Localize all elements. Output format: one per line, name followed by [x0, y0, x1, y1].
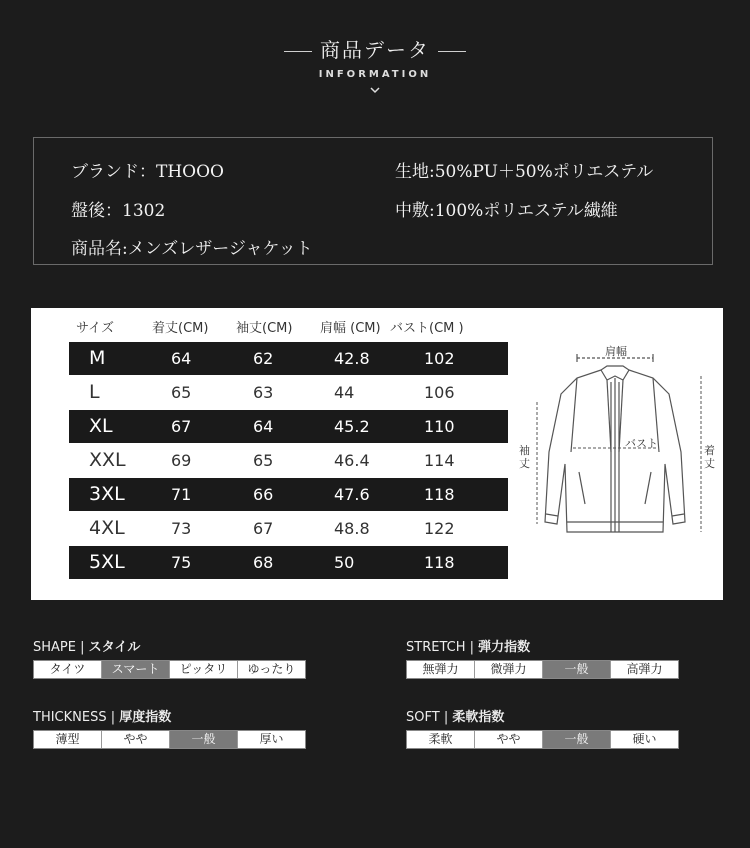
shape-scale [33, 660, 306, 679]
size-cell: XL [89, 415, 113, 437]
stretch-label-jp: 弾力指数 [478, 640, 531, 655]
shoulder-cell: 47.6 [334, 485, 370, 504]
shoulder-label: 肩幅 [605, 345, 627, 358]
brand-text: ブランド：THOOO [71, 162, 224, 182]
jacket-measurement-diagram [515, 332, 715, 562]
size-cell: M [89, 347, 106, 369]
size-cell: XXL [89, 449, 126, 471]
length-cell: 65 [171, 383, 192, 402]
sleeve-cell: 63 [253, 383, 274, 402]
stretch-attribute: STRETCH | 弾力指数 無弾力 微弾力 一般 高弾力 [406, 636, 530, 655]
product-info-box [33, 137, 713, 265]
bust-cell: 118 [424, 553, 455, 572]
thickness-label-jp: 厚度指数 [119, 710, 172, 725]
shoulder-cell: 44 [334, 383, 355, 402]
bust-cell: 102 [424, 349, 455, 368]
shoulder-cell: 48.8 [334, 519, 370, 538]
size-cell: L [89, 381, 100, 403]
table-row [69, 342, 508, 375]
length-cell: 64 [171, 349, 192, 368]
soft-attribute: SOFT | 柔軟指数 柔軟 やや 一般 硬い [406, 706, 504, 725]
soft-option: 硬い [611, 731, 678, 748]
soft-option-selected: 一般 [543, 731, 611, 748]
sleeve-cell: 64 [253, 417, 274, 436]
soft-label-jp: 柔軟指数 [452, 710, 505, 725]
header-size: サイズ [76, 321, 114, 336]
stretch-option: 微弾力 [475, 661, 543, 678]
bust-cell: 122 [424, 519, 455, 538]
shoulder-cell: 42.8 [334, 349, 370, 368]
size-cell: 5XL [89, 551, 125, 573]
header-bust: バスト(CM ) [390, 321, 464, 336]
bust-cell: 106 [424, 383, 455, 402]
lining-text: 中敷:100%ポリエステル繊維 [395, 201, 618, 221]
section-subtitle: INFORMATION [318, 69, 432, 80]
thickness-option: 薄型 [34, 731, 102, 748]
table-row [69, 376, 508, 409]
thickness-option: やや [102, 731, 170, 748]
title-dash-right [438, 51, 466, 52]
length-cell: 67 [171, 417, 192, 436]
header-shoulder: 肩幅 (CM) [320, 321, 381, 336]
size-cell: 3XL [89, 483, 125, 505]
title-dash-left [284, 51, 312, 52]
table-row [69, 512, 508, 545]
thickness-scale [33, 730, 306, 749]
bust-label: バスト [625, 437, 658, 450]
header-sleeve: 袖丈(CM) [236, 321, 293, 336]
section-title: 商品データ [320, 38, 430, 62]
length-cell: 69 [171, 451, 192, 470]
shape-label-jp: スタイル [88, 640, 141, 655]
soft-scale [406, 730, 679, 749]
shoulder-cell: 46.4 [334, 451, 370, 470]
table-row [69, 410, 508, 443]
stretch-option: 高弾力 [611, 661, 678, 678]
stretch-label-en: STRETCH [406, 640, 466, 655]
length-label: 着丈 [704, 444, 715, 470]
sleeve-cell: 62 [253, 349, 274, 368]
stretch-option: 無弾力 [407, 661, 475, 678]
bust-cell: 110 [424, 417, 455, 436]
shape-label-en: SHAPE [33, 640, 76, 655]
soft-option: 柔軟 [407, 731, 475, 748]
thickness-label-en: THICKNESS [33, 710, 107, 725]
length-cell: 71 [171, 485, 192, 504]
shape-option: ゆったり [238, 661, 305, 678]
sleeve-cell: 66 [253, 485, 274, 504]
shape-option-selected: スマート [102, 661, 170, 678]
size-chart [31, 308, 723, 600]
shape-attribute: SHAPE | スタイル タイツ スマート ピッタリ ゆったり [33, 636, 140, 655]
product-name-text: 商品名:メンズレザージャケット [71, 239, 313, 259]
shape-option: タイツ [34, 661, 102, 678]
length-cell: 73 [171, 519, 192, 538]
chevron-down-icon [370, 85, 380, 95]
soft-option: やや [475, 731, 543, 748]
thickness-attribute: THICKNESS | 厚度指数 薄型 やや 一般 厚い [33, 706, 171, 725]
sleeve-cell: 65 [253, 451, 274, 470]
stretch-option-selected: 一般 [543, 661, 611, 678]
sleeve-cell: 67 [253, 519, 274, 538]
sleeve-label: 袖丈 [519, 444, 530, 470]
size-cell: 4XL [89, 517, 125, 539]
code-text: 盤後：1302 [71, 201, 166, 221]
section-header [0, 34, 750, 99]
thickness-option-selected: 一般 [170, 731, 238, 748]
stretch-scale [406, 660, 679, 679]
header-length: 着丈(CM) [152, 321, 209, 336]
table-row [69, 478, 508, 511]
bust-cell: 118 [424, 485, 455, 504]
shape-option: ピッタリ [170, 661, 238, 678]
bust-cell: 114 [424, 451, 455, 470]
jacket-illustration [515, 332, 715, 562]
table-row [69, 444, 508, 477]
shoulder-cell: 50 [334, 553, 355, 572]
fabric-text: 生地:50%PU＋50%ポリエステル [395, 162, 654, 182]
length-cell: 75 [171, 553, 192, 572]
sleeve-cell: 68 [253, 553, 274, 572]
shoulder-cell: 45.2 [334, 417, 370, 436]
table-row [69, 546, 508, 579]
soft-label-en: SOFT [406, 710, 440, 725]
thickness-option: 厚い [238, 731, 305, 748]
